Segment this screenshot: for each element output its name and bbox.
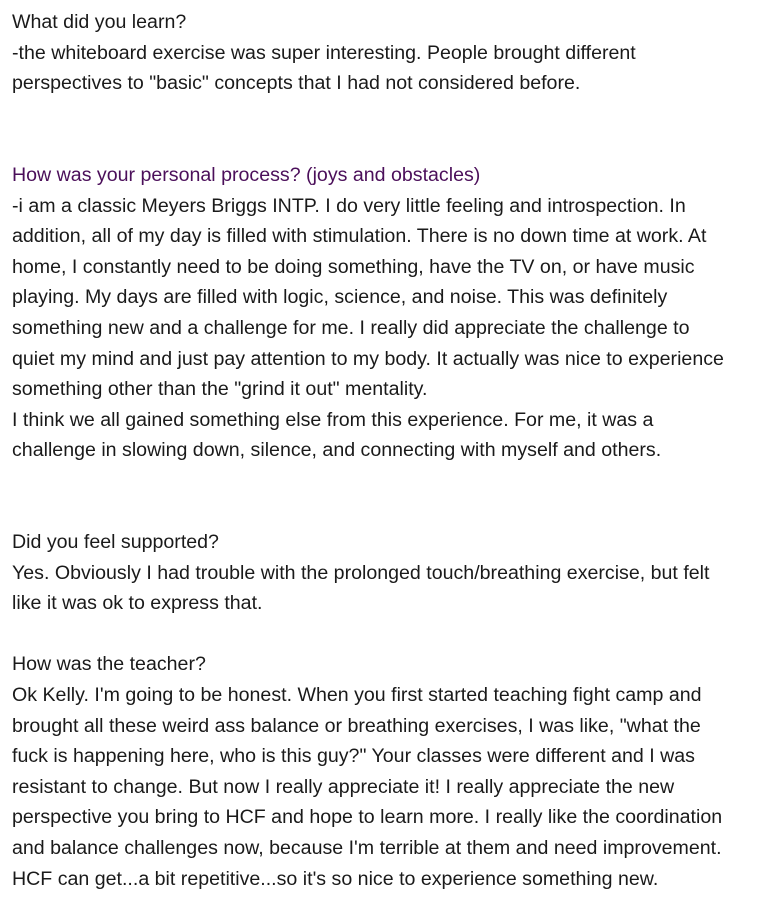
answer-line: home, I constantly need to be doing something, have the TV on, or have music xyxy=(12,255,695,278)
answer-line: brought all these weird ass balance or breathing exercises, I was like, "what the xyxy=(12,714,701,737)
section-learn xyxy=(12,7,768,99)
answer-line: challenge in slowing down, silence, and connecting with myself and others. xyxy=(12,439,662,462)
spacer xyxy=(12,466,768,527)
section-supported xyxy=(12,527,768,619)
answer-line: quiet my mind and just pay attention to my body. It actually was nice to experience xyxy=(12,347,724,370)
answer-line: -i am a classic Meyers Briggs INTP. I do very little feeling and introspection. In xyxy=(12,194,686,217)
answer-line: playing. My days are filled with logic, science, and noise. This was definitely xyxy=(12,286,668,309)
question-learn: What did you learn? xyxy=(12,11,187,33)
answer-line: and balance challenges now, because I'm terrible at them and need improvement. xyxy=(12,837,722,860)
spacer xyxy=(12,619,768,650)
answer-line: HCF can get...a bit repetitive...so it's so nice to experience something new. xyxy=(12,867,659,890)
answer-line: like it was ok to express that. xyxy=(12,592,263,615)
answer-line: something new and a challenge for me. I really did appreciate the challenge to xyxy=(12,316,690,339)
answer-line: I think we all gained something else from this experience. For me, it was a xyxy=(12,408,654,431)
question-teacher: How was the teacher? xyxy=(12,653,206,676)
answer-line: perspectives to "basic" concepts that I had not considered before. xyxy=(12,72,581,95)
answer-line: -the whiteboard exercise was super interesting. People brought different xyxy=(12,41,636,64)
section-personal-process xyxy=(12,160,768,466)
question-supported: Did you feel supported? xyxy=(12,531,219,554)
answer-line: fuck is happening here, who is this guy?" Your classes were different and I was xyxy=(12,745,695,768)
answer-line: perspective you bring to HCF and hope to learn more. I really like the coordination xyxy=(12,806,723,829)
answer-line: resistant to change. But now I really appreciate it! I really appreciate the new xyxy=(12,775,675,798)
answer-line: something other than the "grind it out" mentality. xyxy=(12,378,428,401)
answer-line: Ok Kelly. I'm going to be honest. When you first started teaching fight camp and xyxy=(12,684,702,707)
section-teacher xyxy=(12,649,768,894)
answer-line: Yes. Obviously I had trouble with the prolonged touch/breathing exercise, but felt xyxy=(12,561,710,584)
spacer xyxy=(12,99,768,160)
question-personal-process: How was your personal process? (joys and obstacles) xyxy=(12,163,481,186)
answer-line: addition, all of my day is filled with stimulation. There is no down time at work. At xyxy=(12,225,707,248)
